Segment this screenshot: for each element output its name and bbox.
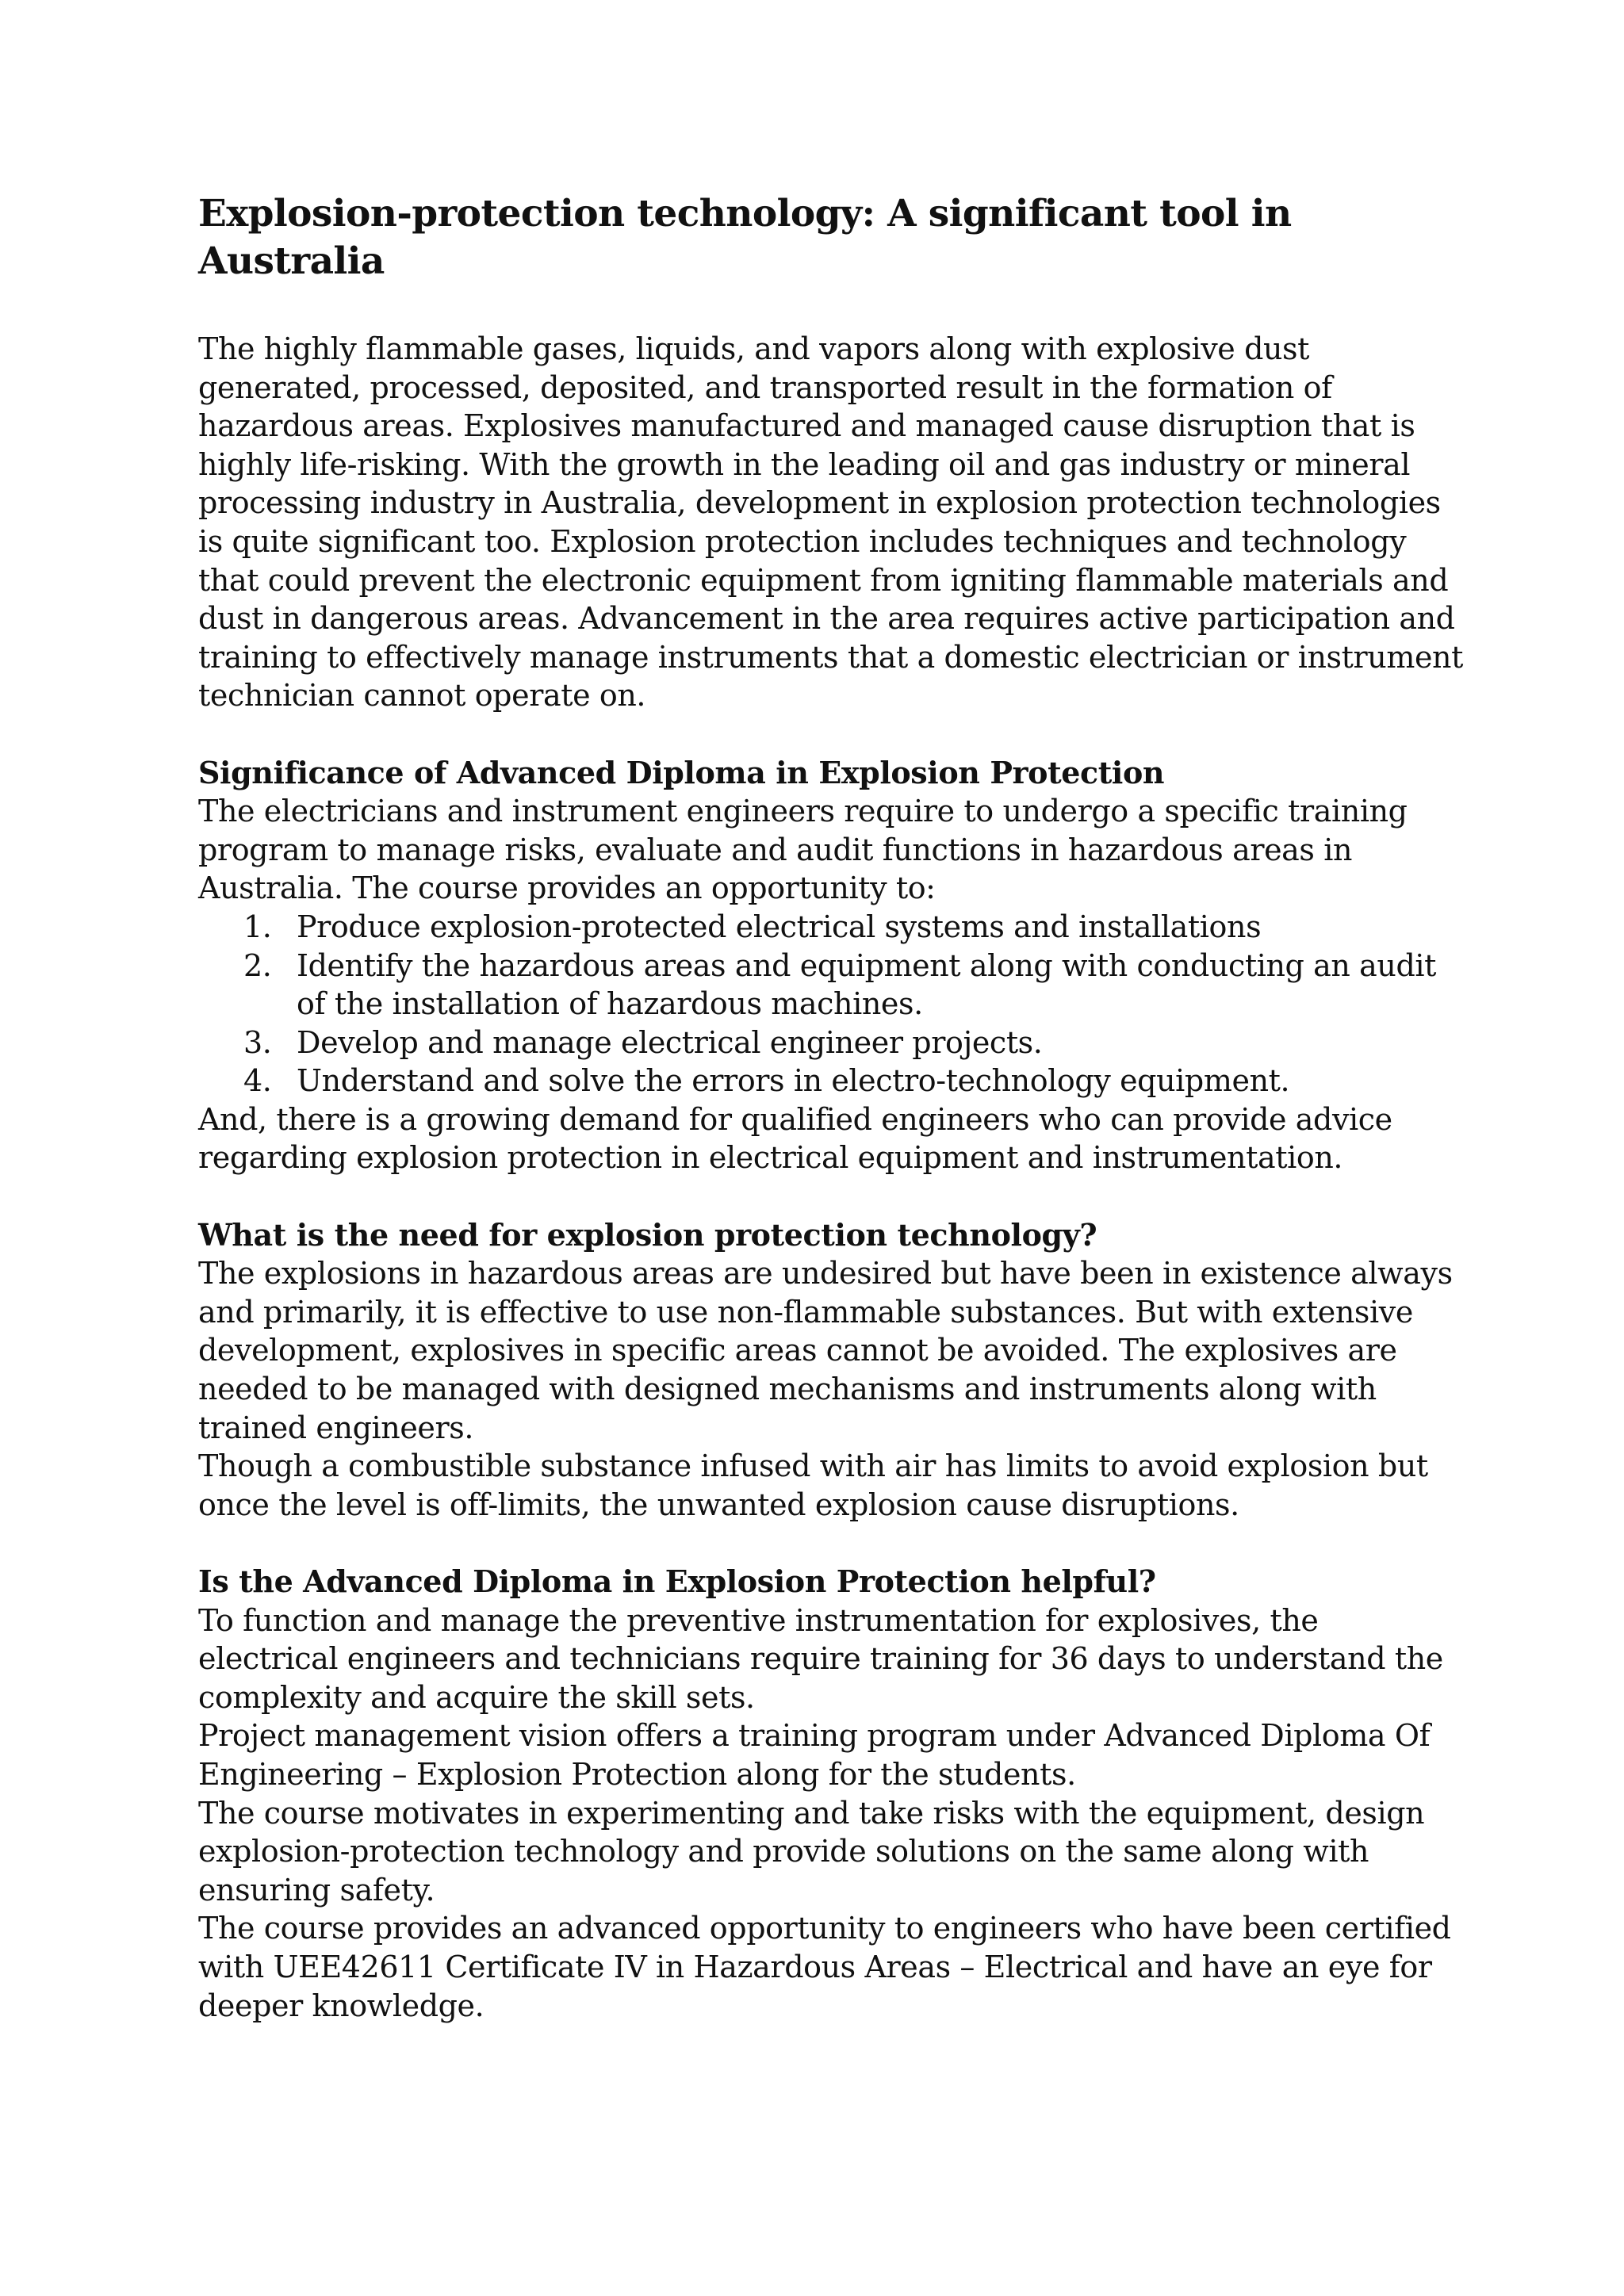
list-item-number: 2.: [243, 947, 272, 983]
intro-paragraph: The highly flammable gases, liquids, and vapors along with explosive dust generated, processed, deposited, and transported result in the formation of hazardous areas. Explosives manufactured and managed cause disruption that is highly life-risking. With the growth in the leading oil and gas industry or mineral processing industry in Australia, development in explosion protection technologies is quite significant too. Explosion protection includes techniques and technology that could prevent the electronic equipment from igniting flammable materials and dust in dangerous areas. Advancement in the area requires active participation and training to effectively manage instruments that a domestic electrician or instrument technician cannot operate on.: [198, 331, 1464, 714]
list-item-text: Develop and manage electrical engineer projects.: [297, 1024, 1043, 1060]
list-item: [198, 908, 1467, 947]
section-need-paragraph-2: Though a combustible substance infused with air has limits to avoid explosion but once the level is off-limits, the unwanted explosion cause disruptions.: [198, 1448, 1428, 1522]
list-item-text: Understand and solve the errors in electro-technology equipment.: [297, 1063, 1290, 1099]
section-heading-significance: Significance of Advanced Diploma in Explosion Protection: [198, 754, 1165, 790]
list-item-text: Produce explosion-protected electrical systems and installations: [297, 909, 1262, 944]
section-heading-need: What is the need for explosion protection technology?: [198, 1216, 1097, 1253]
section-helpful-paragraph-1: To function and manage the preventive instrumentation for explosives, the electrical engineers and technicians require training for 36 days to understand the complexity and acquire the skill sets.: [198, 1602, 1443, 1715]
list-item-text: Identify the hazardous areas and equipment along with conducting an audit of the installation of hazardous machines.: [297, 947, 1437, 1022]
list-item: [198, 1062, 1467, 1100]
list-item-number: 3.: [243, 1024, 272, 1060]
list-item: [198, 1024, 1467, 1062]
document-title: Explosion-protection technology: A significant tool in Australia: [198, 192, 1292, 283]
section-helpful-paragraph-2: Project management vision offers a training program under Advanced Diploma Of Engineering – Explosion Protection along for the students.: [198, 1718, 1431, 1792]
section-significance-text: The electricians and instrument engineers require to undergo a specific training program to manage risks, evaluate and audit functions in hazardous areas in Australia. The course provides an opportunity to:: [198, 794, 1408, 906]
section-helpful-paragraph-4: The course provides an advanced opportunity to engineers who have been certified with UEE42611 Certificate IV in Hazardous Areas – Electrical and have an eye for deeper knowledge.: [198, 1911, 1451, 2023]
section-significance-closing: And, there is a growing demand for qualified engineers who can provide advice regarding explosion protection in electrical equipment and instrumentation.: [198, 1101, 1392, 1176]
document-page: [198, 190, 1467, 2025]
list-item-number: 1.: [243, 909, 272, 944]
list-item-number: 4.: [243, 1063, 272, 1099]
opportunity-list: [198, 908, 1467, 1100]
section-helpful-paragraph-3: The course motivates in experimenting and take risks with the equipment, design explosion-protection technology and provide solutions on the same along with ensuring safety.: [198, 1795, 1425, 1908]
section-need: [198, 1216, 1467, 1525]
section-need-paragraph-1: The explosions in hazardous areas are undesired but have been in existence always and primarily, it is effective to use non-flammable substances. But with extensive development, explosives in specific areas cannot be avoided. The explosives are needed to be managed with designed mechanisms and instruments along with trained engineers.: [198, 1256, 1453, 1445]
section-heading-helpful: Is the Advanced Diploma in Explosion Protection helpful?: [198, 1563, 1156, 1599]
list-item: [198, 947, 1467, 1024]
section-significance: [198, 754, 1467, 1178]
section-helpful: [198, 1563, 1467, 2025]
